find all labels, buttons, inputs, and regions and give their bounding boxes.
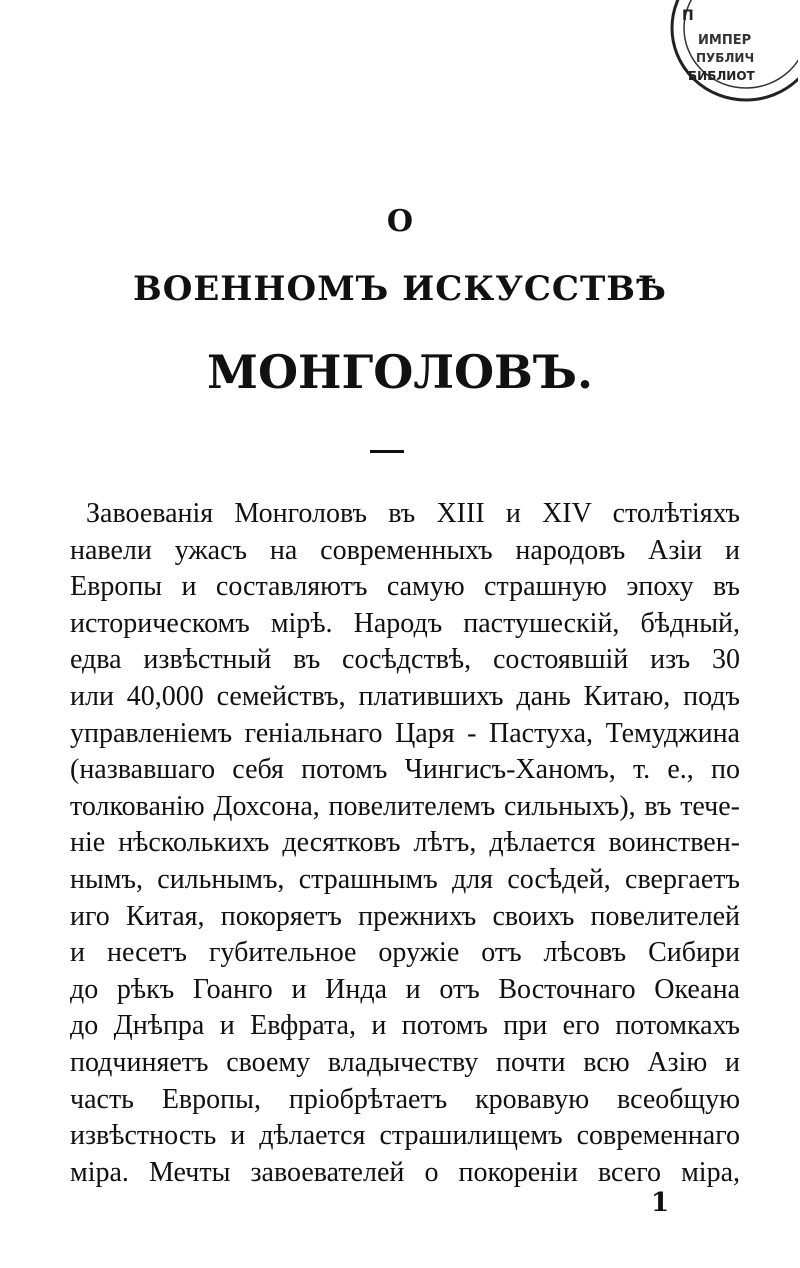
text-line: Завоеванія Монголовъ въ XIII и XIV столѣтіяхъ bbox=[86, 498, 740, 529]
text-line: или 40,000 семействъ, платившихъ дань Китаю, подъ bbox=[70, 680, 740, 712]
library-stamp bbox=[658, 0, 798, 110]
text-line: до Днѣпра и Евфрата, и потомъ при его потомкахъ bbox=[70, 1010, 740, 1042]
stamp-text-4: БИБЛИОТ bbox=[688, 69, 755, 83]
text-line: историческомъ мірѣ. Народъ пастушескій, бѣдный, bbox=[70, 607, 740, 639]
text-line: иго Китая, покоряетъ прежнихъ своихъ повелителей bbox=[70, 900, 740, 932]
stamp-text-3: ПУБЛИЧ bbox=[696, 51, 755, 65]
stamp-text-1: П bbox=[682, 8, 694, 24]
body-paragraph bbox=[70, 496, 740, 1191]
stamp-text-2: ИМПЕР bbox=[698, 33, 752, 48]
text-line: до рѣкъ Гоанго и Инда и отъ Восточнаго Океана bbox=[70, 973, 740, 1005]
title-line-subject: МОНГОЛОВЪ. bbox=[207, 345, 593, 399]
title-divider bbox=[370, 450, 404, 453]
text-line: управленіемъ геніальнаго Царя - Пастуха, Темуджина bbox=[70, 717, 740, 749]
text-line: и несетъ губительное оружіе отъ лѣсовъ Сибири bbox=[70, 937, 740, 969]
page-number: 1 bbox=[650, 1188, 670, 1218]
text-line: Европы и составляютъ самую страшную эпоху въ bbox=[70, 571, 740, 603]
text-line: ніе нѣсколькихъ десятковъ лѣтъ, дѣлается воинствен- bbox=[70, 827, 740, 859]
title-preposition: О bbox=[386, 204, 414, 239]
text-line: толкованію Дохсона, повелителемъ сильныхъ), въ тече- bbox=[70, 790, 740, 822]
text-line: (назвавшаго себя потомъ Чингисъ-Ханомъ, т. е., по bbox=[70, 754, 740, 786]
text-line: часть Европы, пріобрѣтаетъ кровавую всеобщую bbox=[70, 1083, 740, 1115]
text-line: подчиняетъ своему владычеству почти всю Азію и bbox=[70, 1046, 740, 1078]
text-line: нымъ, сильнымъ, страшнымъ для сосѣдей, свергаетъ bbox=[70, 863, 740, 895]
text-line: навели ужасъ на современныхъ народовъ Азіи и bbox=[70, 534, 740, 566]
title-line-main: ВОЕННОМЪ ИСКУССТВѢ bbox=[133, 269, 667, 309]
text-line: извѣстность и дѣлается страшилищемъ современнаго bbox=[70, 1120, 740, 1152]
library-stamp-icon bbox=[658, 0, 798, 110]
text-line: міра. Мечты завоевателей о покореніи всего міра, bbox=[70, 1156, 740, 1188]
text-line: едва извѣстный въ сосѣдствѣ, состоявшій изъ 30 bbox=[70, 644, 740, 676]
